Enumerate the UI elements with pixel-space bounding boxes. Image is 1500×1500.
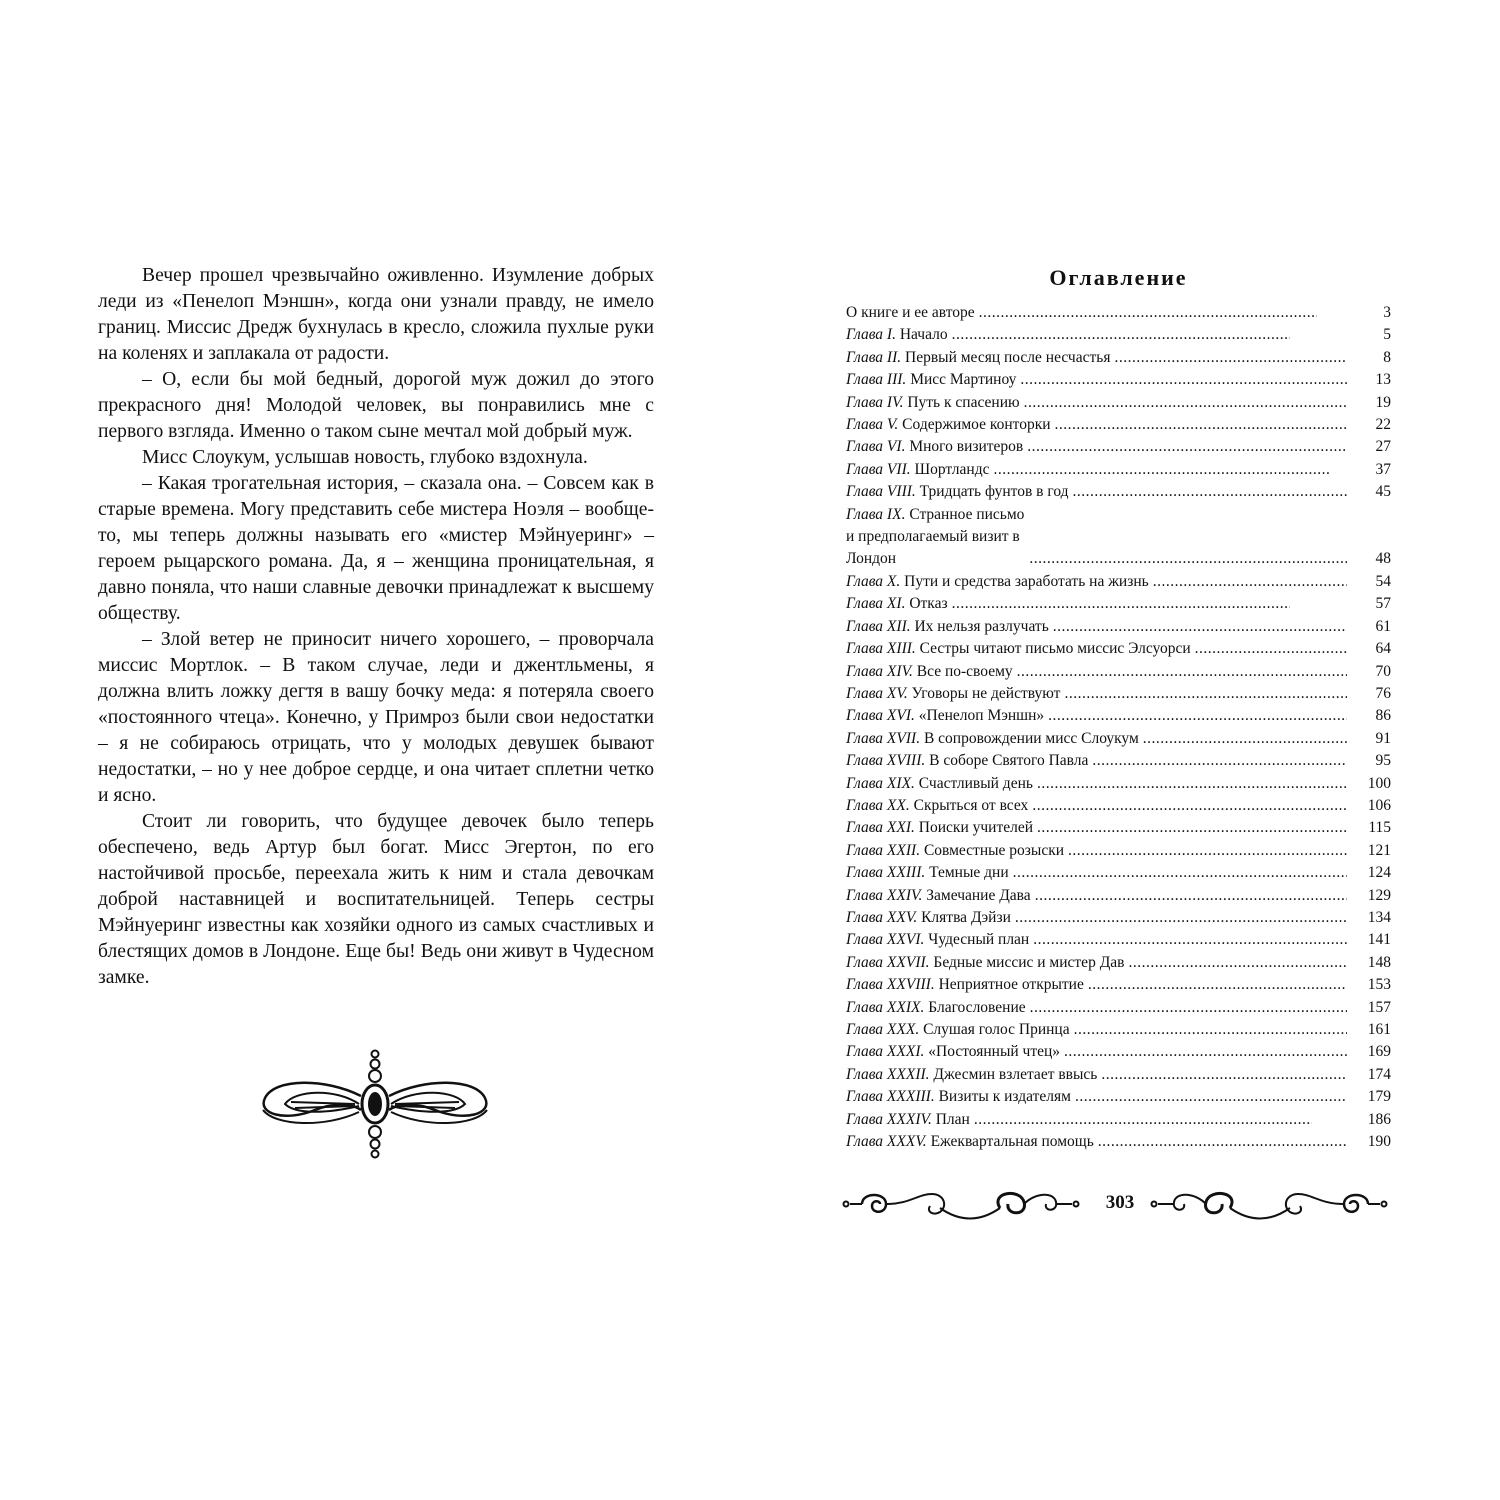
toc-entry	[846, 1131, 1391, 1153]
toc-leader-dots	[1092, 750, 1347, 772]
toc-entry	[846, 616, 1391, 638]
toc-chapter-number: Глава XXXIV.	[846, 1110, 932, 1128]
page-footer	[840, 1182, 1400, 1226]
toc-entry	[846, 593, 1391, 615]
toc-entry	[846, 1019, 1391, 1041]
toc-entry	[846, 481, 1391, 503]
toc-leader-dots	[1013, 862, 1347, 884]
toc-entry	[846, 750, 1391, 772]
toc-page-number: 86	[1375, 707, 1391, 725]
toc-entry	[846, 392, 1391, 414]
toc-chapter-number: Глава X.	[846, 572, 901, 590]
toc-leader-dots	[1073, 481, 1347, 503]
toc-entry	[846, 1041, 1391, 1063]
toc-chapter-title: Темные дни	[929, 864, 1009, 882]
toc-page-number: 129	[1367, 886, 1391, 904]
toc-leader-dots	[1024, 392, 1347, 414]
toc-chapter-number: Глава XXXIII.	[846, 1088, 935, 1106]
toc-chapter-number: Глава XXVIII.	[846, 976, 935, 994]
toc-page-number: 22	[1375, 416, 1391, 434]
toc-chapter-number: Глава XXXV.	[846, 1133, 927, 1151]
toc-chapter-title: Отказ	[909, 595, 948, 613]
toc-leader-dots	[974, 1109, 1312, 1131]
toc-leader-dots	[1074, 1019, 1347, 1041]
toc-chapter-number: Глава IV.	[846, 393, 904, 411]
toc-chapter-number: Глава XXII.	[846, 841, 921, 859]
toc-chapter-title: Начало	[899, 326, 948, 344]
toc-entry	[846, 907, 1391, 929]
toc-entry	[846, 817, 1391, 839]
toc-leader-dots	[1037, 817, 1347, 839]
paragraph: Стоит ли говорить, что будущее девочек было теперь обеспечено, ведь Артур был богат. Мисс Эгертон, по его настойчивой просьбе, переехала жить к ним и стала девочкам доброй наставницей и воспитательницей. Теперь сестры Мэйнуеринг известны как хозяйки одного из самых счастливых и блестящих домов в Лондоне. Еще бы! Ведь они живут в Чудесном замке.	[98, 811, 654, 988]
toc-entry	[846, 1064, 1391, 1086]
toc-leader-dots	[1027, 436, 1347, 458]
toc-chapter-number: Глава XXI.	[846, 819, 915, 837]
toc-chapter-title: Неприятное открытие	[938, 976, 1084, 994]
toc-page-number: 70	[1375, 662, 1391, 680]
toc-leader-dots	[1048, 705, 1347, 727]
paragraph: Вечер прошел чрезвычайно оживленно. Изумление добрых леди из «Пенелоп Мэншн», когда они узнали правду, не имело границ. Миссис Дредж бухнулась в кресло, сложила пухлые руки на коленях и заплакала от радости.	[98, 265, 654, 364]
toc-chapter-number: Глава XXV.	[846, 908, 918, 926]
toc-leader-dots	[1064, 683, 1347, 705]
toc-chapter-title: Уговоры не действуют	[911, 684, 1061, 702]
flourish-right-icon	[1150, 1182, 1390, 1226]
toc-chapter-number: Глава XIV.	[846, 662, 913, 680]
toc-entry	[846, 840, 1391, 862]
toc-chapter-number: Глава VII.	[846, 460, 911, 478]
toc-entry	[846, 862, 1391, 884]
toc-chapter-number: Глава I.	[846, 326, 896, 344]
paragraph: – О, если бы мой бедный, дорогой муж дожил до этого прекрасного дня! Молодой человек, вы понравились мне с первого взгляда. Именно о таком сыне мечтал мой добрый муж.	[98, 369, 654, 442]
toc-page-number: 8	[1383, 348, 1391, 366]
toc-leader-dots	[1098, 1131, 1347, 1153]
toc-entry	[846, 929, 1391, 951]
toc-chapter-title: Благословение	[928, 998, 1026, 1016]
toc-leader-dots	[1032, 795, 1347, 817]
toc-entry	[846, 773, 1391, 795]
toc-leader-dots	[979, 302, 1317, 324]
toc-leader-dots	[1128, 952, 1347, 974]
toc-leader-dots	[1029, 548, 1347, 570]
toc-leader-dots	[1114, 347, 1347, 369]
toc-entry	[846, 952, 1391, 974]
toc-chapter-number: Глава XX.	[846, 796, 910, 814]
toc-page-number: 57	[1375, 595, 1391, 613]
toc-chapter-number: Глава XXIV.	[846, 886, 923, 904]
toc-entry	[846, 885, 1391, 907]
toc-leader-dots	[1035, 885, 1347, 907]
toc-chapter-title: В соборе Святого Павла	[929, 752, 1089, 770]
toc-entry	[846, 1086, 1391, 1108]
toc-chapter-title: Скрыться от всех	[913, 796, 1029, 814]
chapter-end-ornament-icon	[255, 1048, 495, 1160]
toc-page-number: 179	[1367, 1088, 1391, 1106]
toc-chapter-number: Глава VIII.	[846, 483, 916, 501]
toc-page-number: 64	[1375, 640, 1391, 658]
toc-entry	[846, 324, 1391, 346]
toc-chapter-number: Глава XI.	[846, 595, 906, 613]
toc-page-number: 115	[1368, 819, 1391, 837]
toc-page-number: 141	[1367, 931, 1391, 949]
toc-chapter-title: Замечание Дава	[926, 886, 1031, 904]
toc-leader-dots	[1075, 1086, 1347, 1108]
toc-chapter-title: Джесмин взлетает ввысь	[933, 1065, 1098, 1083]
toc-chapter-title: Все по-своему	[916, 662, 1013, 680]
toc-chapter-number: Глава XXXI.	[846, 1043, 925, 1061]
toc-list	[846, 302, 1391, 1153]
toc-chapter-title: Их нельзя разлучать	[914, 617, 1049, 635]
toc-entry	[846, 436, 1391, 458]
toc-chapter-title: Клятва Дэйзи	[921, 908, 1011, 926]
toc-chapter-title: Совместные розыски	[923, 841, 1065, 859]
toc-entry	[846, 683, 1391, 705]
toc-chapter-title: Тридцать фунтов в год	[919, 483, 1069, 501]
toc-leader-dots	[1033, 929, 1347, 951]
toc-chapter-number: Глава XIX.	[846, 774, 915, 792]
toc-chapter-title: Счастливый день	[918, 774, 1033, 792]
toc-chapter-title: В сопровождении мисс Слоукум	[923, 729, 1139, 747]
toc-leader-dots	[952, 593, 1290, 615]
toc-page-number: 134	[1367, 908, 1391, 926]
toc-leader-dots	[1101, 1064, 1347, 1086]
toc-chapter-number: Глава V.	[846, 416, 899, 434]
toc-leader-dots	[1037, 773, 1347, 795]
toc-chapter-number: Глава XXIII.	[846, 864, 926, 882]
toc-leader-dots	[1015, 907, 1347, 929]
toc-chapter-number: Глава XII.	[846, 617, 911, 635]
toc-leader-dots	[1088, 974, 1347, 996]
toc-chapter-title: Много визитеров	[909, 438, 1024, 456]
toc-chapter-title: Ежеквартальная помощь	[930, 1133, 1094, 1151]
toc-page-number: 186	[1367, 1110, 1391, 1128]
toc-chapter-title: Сестры читают письмо миссис Элсуорси	[919, 640, 1191, 658]
toc-entry	[846, 347, 1391, 369]
toc-entry	[846, 414, 1391, 436]
toc-page-number: 100	[1367, 774, 1391, 792]
toc-chapter-number: Глава XVII.	[846, 729, 921, 747]
toc-page-number: 91	[1375, 729, 1391, 747]
toc-chapter-title: Бедные миссис и мистер Дав	[933, 953, 1125, 971]
toc-chapter-title: Содержимое конторки	[902, 416, 1051, 434]
toc-leader-dots	[993, 459, 1331, 481]
toc-chapter-number: Глава XIII.	[846, 640, 916, 658]
toc-chapter-title: Шортландс	[914, 460, 990, 478]
toc-chapter-title: Путь к спасению	[907, 393, 1020, 411]
toc-chapter-number: Глава VI.	[846, 438, 906, 456]
toc-page-number: 19	[1375, 393, 1391, 411]
toc-leader-dots	[1020, 369, 1347, 391]
toc-leader-dots	[952, 324, 1290, 346]
toc-page-number: 45	[1375, 483, 1391, 501]
toc-chapter-number: Глава XVI.	[846, 707, 915, 725]
toc-chapter-title: Поиски учителей	[918, 819, 1034, 837]
toc-entry	[846, 302, 1391, 324]
toc-chapter-title: Странное письмо и предполагаемый визит в Лондон	[846, 505, 1025, 568]
paragraph: – Какая трогательная история, – сказала она. – Совсем как в старые времена. Могу представить себе мистера Ноэля – вообще-то, мы теперь должны называть его «мистер Мэйнуеринг» – героем рыцарского романа. Да, я – женщина проницательная, я давно поняла, что наши славные девочки принадлежат к высшему обществу.	[98, 473, 654, 624]
toc-page-number: 61	[1375, 617, 1391, 635]
toc-page-number: 148	[1367, 953, 1391, 971]
toc-chapter-number: Глава XXXII.	[846, 1065, 930, 1083]
toc-page-number: 13	[1375, 371, 1391, 389]
toc-page-number: 27	[1375, 438, 1391, 456]
toc-page-number: 95	[1375, 752, 1391, 770]
toc-page-number: 54	[1375, 572, 1391, 590]
toc-chapter-number: Глава XXVI.	[846, 931, 925, 949]
toc-chapter-title: Чудесный план	[928, 931, 1030, 949]
toc-page-number: 37	[1375, 460, 1391, 478]
toc-chapter-title: Слушая голос Принца	[923, 1021, 1070, 1038]
toc-page-number: 124	[1367, 864, 1391, 882]
toc-chapter-title: План	[935, 1110, 970, 1128]
toc-page-number: 169	[1367, 1043, 1391, 1061]
toc-chapter-number: Глава XXVII.	[846, 953, 930, 971]
toc-entry	[846, 795, 1391, 817]
toc-page-number: 3	[1383, 304, 1391, 321]
paragraph: – Злой ветер не приносит ничего хорошего, – проворчала миссис Мортлок. – В таком случае, леди и джентльмены, я должна влить ложку дегтя в вашу бочку меда: я потеряла своего «постоянного чтеца». Конечно, у Примроз были свои недостатки – я не собираюсь отрицать, что у молодых девушек бывают недостатки, – но у нее доброе сердце, и она читает сплетни четко и ясно.	[98, 629, 654, 806]
toc-entry	[846, 571, 1391, 593]
toc-entry	[846, 504, 1391, 571]
toc-page-number: 157	[1367, 998, 1391, 1016]
toc-page-number: 76	[1375, 684, 1391, 702]
toc-leader-dots	[1030, 997, 1347, 1019]
toc-chapter-title: Мисс Мартиноу	[910, 371, 1017, 389]
toc-page-number: 5	[1383, 326, 1391, 344]
toc-chapter-title: О книге и ее авторе	[846, 304, 975, 321]
toc-chapter-number: Глава XVIII.	[846, 752, 926, 770]
toc-chapter-number: Глава II.	[846, 348, 902, 366]
paragraph: Мисс Слоукум, услышав новость, глубоко вздохнула.	[142, 447, 588, 468]
toc-entry	[846, 661, 1391, 683]
toc-entry	[846, 997, 1391, 1019]
toc-chapter-number: Глава IX.	[846, 505, 906, 523]
toc-leader-dots	[1064, 1041, 1347, 1063]
toc-leader-dots	[1017, 661, 1347, 683]
toc-leader-dots	[1053, 616, 1347, 638]
toc-page-number: 174	[1367, 1065, 1391, 1083]
toc-page-number: 161	[1367, 1021, 1391, 1038]
page-number: 303	[1105, 1192, 1135, 1213]
toc-chapter-title: Визиты к издателям	[938, 1088, 1071, 1106]
toc-chapter-title: Пути и средства заработать на жизнь	[904, 572, 1149, 590]
toc-entry	[846, 974, 1391, 996]
toc-chapter-title: Первый месяц после несчастья	[905, 348, 1111, 366]
toc-entry	[846, 638, 1391, 660]
toc-title: Оглавление	[1049, 265, 1188, 290]
toc-leader-dots	[1195, 638, 1347, 660]
toc-page-number: 106	[1367, 796, 1391, 814]
toc-entry	[846, 369, 1391, 391]
toc-leader-dots	[1068, 840, 1347, 862]
toc-chapter-title: «Постоянный чтец»	[928, 1043, 1061, 1061]
toc-entry	[846, 728, 1391, 750]
toc-chapter-number: Глава XXX.	[846, 1021, 920, 1038]
toc-leader-dots	[1143, 728, 1347, 750]
toc-leader-dots	[1153, 571, 1347, 593]
toc-leader-dots	[1055, 414, 1347, 436]
toc-chapter-number: Глава III.	[846, 371, 907, 389]
toc-page-number: 153	[1367, 976, 1391, 994]
toc-page-number: 190	[1367, 1133, 1391, 1151]
toc-chapter-number: Глава XXIX.	[846, 998, 925, 1016]
table-of-contents	[846, 262, 1391, 1153]
flourish-left-icon	[840, 1182, 1080, 1226]
toc-entry	[846, 705, 1391, 727]
toc-entry	[846, 1109, 1391, 1131]
toc-page-number: 48	[1375, 550, 1391, 568]
toc-chapter-title: «Пенелоп Мэншн»	[918, 707, 1045, 725]
toc-page-number: 121	[1367, 841, 1391, 859]
left-page-text	[98, 263, 654, 991]
toc-entry	[846, 459, 1391, 481]
toc-chapter-number: Глава XV.	[846, 684, 908, 702]
